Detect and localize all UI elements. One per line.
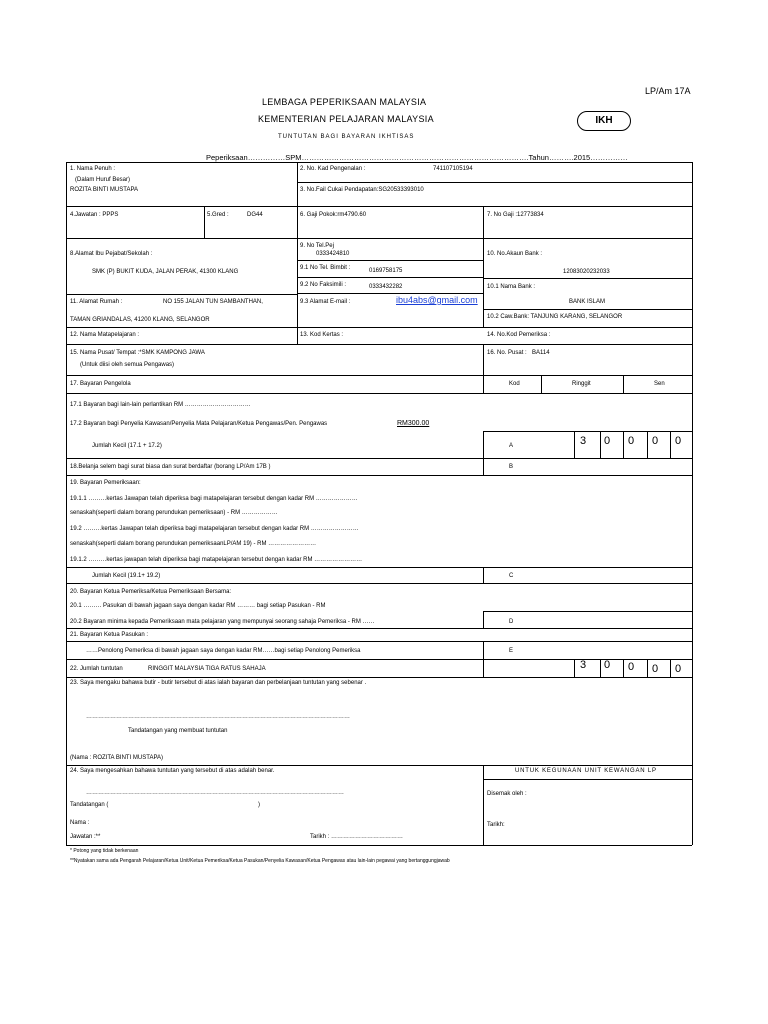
footnote-1: * Potong yang tidak berkenaan xyxy=(70,848,139,854)
section-19-line2: senaskah(seperti dalam borang perundukan pemeriksaan) - RM ……………… xyxy=(70,510,278,516)
bank-account-value: 12083020232033 xyxy=(563,269,610,275)
verifier-date-label: Tarikh : ……………………………… xyxy=(310,834,404,840)
total-digit: 0 xyxy=(628,661,635,673)
office-date-label: Tarikh: xyxy=(487,822,505,828)
code-e: E xyxy=(509,648,514,654)
total-digit: 0 xyxy=(604,659,611,671)
amount-a-digit: 0 xyxy=(604,435,611,447)
amount-a-digit: 3 xyxy=(580,435,587,447)
verifier-signature-label: Tandatangan ( xyxy=(70,802,109,808)
subtotal-c-code: C xyxy=(509,573,514,579)
grade-label: 5.Gred : xyxy=(207,212,229,218)
verifier-position-label: Jawatan :** xyxy=(70,834,101,840)
examiner-code-label: 14. No.Kod Pemeriksa : xyxy=(487,332,551,338)
subject-label: 12. Nama Matapelajaran : xyxy=(70,332,140,338)
exam-line: Peperiksaan……………SPM……………………………………………………………………………….Tahun……….2015…………… xyxy=(206,153,628,162)
amount-a-digit: 0 xyxy=(628,435,635,447)
fax-label: 9.2 No Faksimili : xyxy=(300,282,347,288)
section-20-line2: 20.2 Bayaran minima kepada Pemeriksaan mata pelajaran yang mempunyai seorang sahaja Pemeriksa - RM …… xyxy=(70,619,375,625)
section-19-line3: 19.2 ………kertas Jawapan telah diperiksa bagi matapelajaran tersebut dengan kadar RM …………………… xyxy=(70,526,359,532)
total-digit: 3 xyxy=(580,659,587,671)
section-17-1: 17.1 Bayaran bagi lain-lain perlantikan RM …………………………… xyxy=(70,402,251,408)
ic-value: 741107105194 xyxy=(433,166,473,172)
name-sublabel: (Dalam Huruf Besar) xyxy=(75,177,131,183)
col-sen: Sen xyxy=(654,381,665,387)
section-20-title: 20. Bayaran Ketua Pemeriksa/Ketua Pemeriksaan Bersama: xyxy=(70,589,232,595)
email-label: 9.3 Alamat E-mail : xyxy=(300,299,351,305)
org-name: LEMBAGA PEPERIKSAAN MALAYSIA xyxy=(262,97,427,107)
declaration-24: 24. Saya mengesahkan bahawa tuntutan yang tersebut di atas adalah benar. xyxy=(70,768,275,774)
email-link[interactable]: ibu4abs@gmail.com xyxy=(396,295,478,305)
mobile-value: 0169758175 xyxy=(369,268,403,274)
home-address-line1: NO 155 JALAN TUN SAMBANTHAN, xyxy=(163,299,263,305)
ic-label: 2. No. Kad Pengenalan : xyxy=(300,166,366,172)
section-19-title: 19. Bayaran Pemeriksaan: xyxy=(70,480,141,486)
section-21-line1: ……Penolong Pemeriksa di bawah jagaan saya dengan kadar RM……bagi setiap Penolong Pemeriksa xyxy=(86,648,361,654)
office-address-label: 8.Alamat Ibu Pejabat/Sekolah : xyxy=(70,251,153,257)
signature-dots-24: ………………………………………………………………………………………………………………… xyxy=(86,790,344,796)
section-20-line1: 20.1 ……… Pasukan di bawah jagaan saya dengan kadar RM ……… bagi setiap Pasukan - RM xyxy=(70,603,326,609)
amount-a-digit: 0 xyxy=(652,435,659,447)
section-18: 18.Belanja selem bagi surat biasa dan surat berdaftar (borang LP/Am 17B ) xyxy=(70,464,271,470)
code-b: B xyxy=(509,464,514,470)
declaration-23: 23. Saya mengaku bahawa butir - butir tersebut di atas ialah bayaran dan perbelanjaan tuntutan yang sebenar . xyxy=(70,680,367,686)
section-17-title: 17. Bayaran Pengelola xyxy=(70,381,131,387)
form-subtitle: TUNTUTAN BAGI BAYARAN IKHTISAS xyxy=(278,134,415,140)
section-17-2-value: RM300.00 xyxy=(397,420,430,427)
name-value: ROZITA BINTI MUSTAPA xyxy=(70,187,139,193)
total-digit: 0 xyxy=(652,663,659,675)
claimant-name: (Nama : ROZITA BINTI MUSTAPA) xyxy=(70,755,164,761)
section-21-title: 21. Bayaran Ketua Pasukan : xyxy=(70,632,149,638)
total-digit: 0 xyxy=(675,663,682,675)
centre-no-value: BA114 xyxy=(532,350,550,356)
salary-field: 6. Gaji Pokok:rm4790.60 xyxy=(300,212,367,218)
office-address-value: SMK (P) BUKIT KUDA, JALAN PERAK, 41300 KLANG xyxy=(92,269,239,275)
salary-no-field: 7. No Gaji :12773834 xyxy=(487,212,544,218)
amount-a-digit: 0 xyxy=(675,435,682,447)
bank-name-value: BANK ISLAM xyxy=(569,299,606,305)
fax-value: 0333432282 xyxy=(369,284,403,290)
office-use-title: UNTUK KEGUNAAN UNIT KEWANGAN LP xyxy=(515,768,657,774)
checked-by-label: Disemak oleh : xyxy=(487,791,527,797)
section-17-2: 17.2 Bayaran bagi Penyelia Kawasan/Penyelia Mata Pelajaran/Ketua Pengawas/Pen. Pengawas xyxy=(70,421,328,427)
footnote-2: **Nyatakan sama ada Pengarah Pelajaran/Ketua Unit/Ketua Pemeriksa/Ketua Pasukan/Penyelia Kawasan/Ketua Pengawas atau lain-lain pegawai yang bertanggungjawab xyxy=(70,858,450,864)
signature-dots-23: …………………………………………………………………………………………………………………… xyxy=(86,714,350,720)
mobile-label: 9.1 No Tel. Bimbit : xyxy=(300,265,351,271)
section-19-line1: 19.1.1 ………kertas Jawapan telah diperiksa bagi matapelajaran tersebut dengan kadar RM ………………… xyxy=(70,496,358,502)
subtotal-c-label: Jumlah Kecil (19.1+ 19.2) xyxy=(92,573,161,579)
ministry-name: KEMENTERIAN PELAJARAN MALAYSIA xyxy=(258,114,434,124)
section-19-line5: 19.1.2 ………kertas jawapan telah diperiksa bagi matapelajaran tersebut dengan kadar RM …………………… xyxy=(70,557,363,563)
bank-branch: 10.2 Caw.Bank: TANJUNG KARANG, SELANGOR xyxy=(487,314,623,320)
office-phone-value: 0333424810 xyxy=(316,251,350,257)
centre-no-label: 16. No. Pusat : xyxy=(487,350,527,356)
form-code: LP/Am 17A xyxy=(645,86,691,96)
home-address-line2: TAMAN GRIANDALAS, 41200 KLANG, SELANGOR xyxy=(70,317,210,323)
grade-value: DG44 xyxy=(247,212,263,218)
position-field: 4.Jawatan : PPPS xyxy=(70,212,119,218)
total-words: RINGGIT MALAYSIA TIGA RATUS SAHAJA xyxy=(148,666,266,672)
bank-account-label: 10. No.Akaun Bank : xyxy=(487,251,543,257)
col-ringgit: Ringgit xyxy=(572,381,591,387)
tax-file: 3. No.Fail Cukai Pendapatan:SG20533393010 xyxy=(300,187,424,193)
claimant-signature-label: Tandatangan yang membuat tuntutan xyxy=(128,728,228,734)
code-d: D xyxy=(509,619,514,625)
subtotal-a-code: A xyxy=(509,443,514,449)
verifier-signature-close: ) xyxy=(258,802,260,808)
total-label: 22. Jumlah tuntutan xyxy=(70,666,123,672)
name-label: 1. Nama Penuh : xyxy=(70,166,116,172)
col-kod: Kod xyxy=(509,381,520,387)
bank-name-label: 10.1 Nama Bank : xyxy=(487,284,536,290)
home-address-label: 11. Alamat Rumah : xyxy=(70,299,123,305)
ikh-badge: IKH xyxy=(577,111,631,131)
office-phone-label: 9. No Tel.Pej xyxy=(300,243,334,249)
section-19-line4: senaskah(seperti dalam borang perundukan pemeriksaanLP/AM 19) - RM …………………… xyxy=(70,541,317,547)
verifier-name-label: Nama : xyxy=(70,820,90,826)
centre-note: (Untuk diisi oleh semua Pengawas) xyxy=(80,362,175,368)
paper-code-label: 13. Kod Kertas : xyxy=(300,332,344,338)
centre-name: 15. Nama Pusat/ Tempat :*SMK KAMPONG JAWA xyxy=(70,350,205,356)
subtotal-a-label: Jumlah Kecil (17.1 + 17.2) xyxy=(92,443,162,449)
